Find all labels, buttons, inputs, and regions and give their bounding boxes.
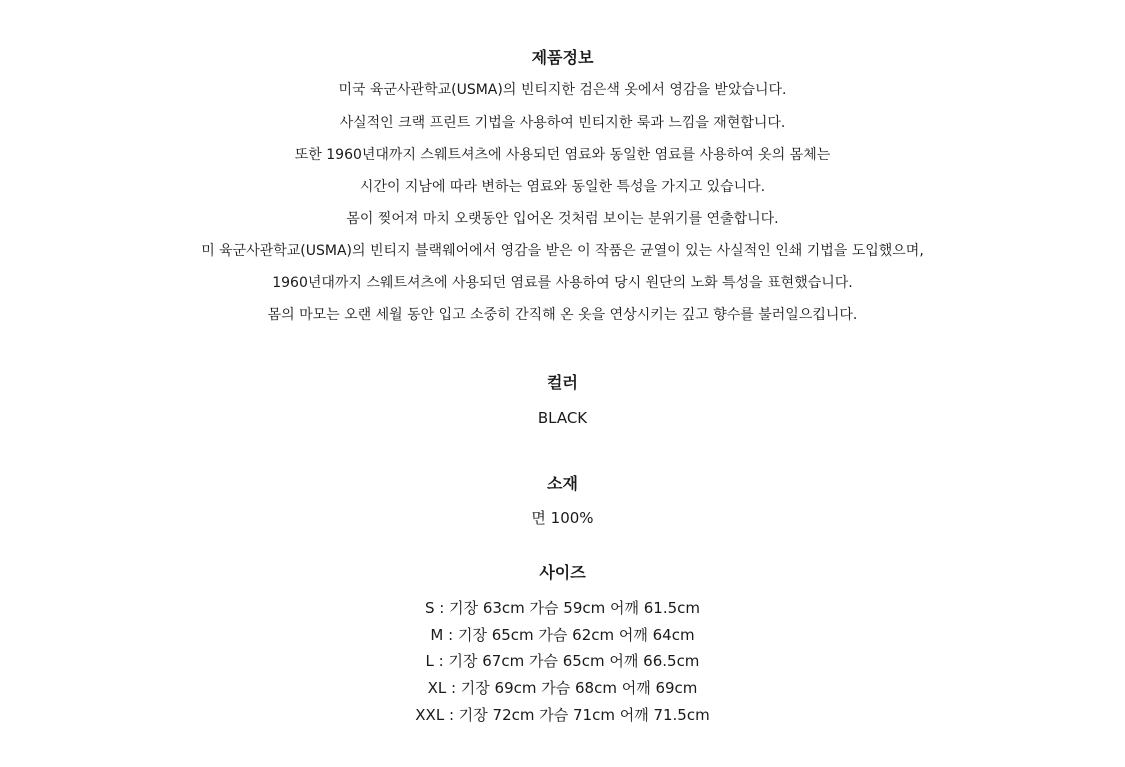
- size-row: L : 기장 67cm 가슴 65cm 어깨 66.5cm: [425, 652, 700, 670]
- size-row: M : 기장 65cm 가슴 62cm 어깨 64cm: [430, 626, 695, 644]
- product-info-heading: 제품정보: [531, 48, 594, 67]
- product-info-line: 또한 1960년대까지 스웨트셔츠에 사용되던 염료와 동일한 염료를 사용하여 옷의 몸체는: [294, 147, 831, 163]
- product-info-line: 시간이 지남에 따라 변하는 염료와 동일한 특성을 가지고 있습니다.: [359, 179, 766, 195]
- material-heading: 소재: [547, 474, 578, 493]
- color-value: BLACK: [537, 409, 588, 427]
- product-info-line: 사실적인 크랙 프린트 기법을 사용하여 빈티지한 룩과 느낌을 재현합니다.: [339, 115, 786, 131]
- material-value: 면 100%: [531, 509, 594, 527]
- size-heading: 사이즈: [539, 563, 586, 582]
- product-info-line: 미국 육군사관학교(USMA)의 빈티지한 검은색 옷에서 영감을 받았습니다.: [338, 82, 787, 98]
- product-info-line: 몸의 마모는 오랜 세월 동안 입고 소중히 간직해 온 옷을 연상시키는 깊고 향수를 불러일으킵니다.: [267, 307, 858, 323]
- size-row: XL : 기장 69cm 가슴 68cm 어깨 69cm: [427, 679, 698, 697]
- product-info-line: 1960년대까지 스웨트셔츠에 사용되던 염료를 사용하여 당시 원단의 노화 특성을 표현했습니다.: [272, 275, 853, 291]
- product-info-line: 미 육군사관학교(USMA)의 빈티지 블랙웨어에서 영감을 받은 이 작품은 균열이 있는 사실적인 인쇄 기법을 도입했으며,: [201, 243, 924, 259]
- size-row: S : 기장 63cm 가슴 59cm 어깨 61.5cm: [424, 599, 701, 617]
- product-info-line: 몸이 찢어져 마치 오랫동안 입어온 것처럼 보이는 분위기를 연출합니다.: [346, 211, 779, 227]
- size-row: XXL : 기장 72cm 가슴 71cm 어깨 71.5cm: [415, 706, 710, 724]
- color-heading: 컬러: [547, 373, 578, 392]
